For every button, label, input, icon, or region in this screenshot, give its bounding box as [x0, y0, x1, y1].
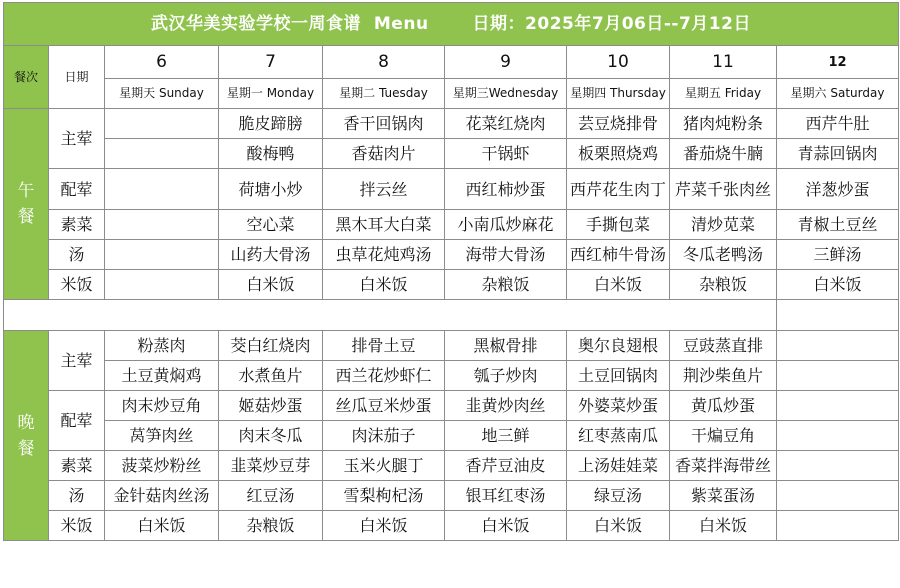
dish-cell: 青椒土豆丝: [777, 210, 899, 240]
title-menu-word: Menu: [373, 14, 429, 34]
dish-cell: 粉蒸肉: [105, 331, 219, 361]
dish-cell: [777, 511, 899, 541]
dish-cell: 猪肉炖粉条: [670, 109, 777, 139]
dish-cell: 西芹牛肚: [777, 109, 899, 139]
day-number: 11: [670, 46, 777, 79]
dish-cell: 洋葱炒蛋: [777, 169, 899, 210]
table-row: [4, 210, 899, 240]
weekday-label: 星期六 Saturday: [777, 79, 899, 109]
dish-cell: 肉沫茄子: [323, 421, 445, 451]
dish-cell: 白米饭: [567, 511, 670, 541]
dish-cell: 香芹豆油皮: [445, 451, 567, 481]
dish-cell: 干锅虾: [445, 139, 567, 169]
dish-cell: 白米饭: [105, 511, 219, 541]
dish-cell: 西芹花生肉丁: [567, 169, 670, 210]
dish-cell: 白米饭: [219, 270, 323, 300]
dish-cell: 黑椒骨排: [445, 331, 567, 361]
day-number: 9: [445, 46, 567, 79]
dish-cell: 西兰花炒虾仁: [323, 361, 445, 391]
category-vegetable: 素菜: [49, 210, 105, 240]
weekday-label: 星期五 Friday: [670, 79, 777, 109]
table-row: [4, 139, 899, 169]
table-row: [4, 109, 899, 139]
day-number: 7: [219, 46, 323, 79]
category-soup: 汤: [49, 481, 105, 511]
dish-cell: 绿豆汤: [567, 481, 670, 511]
dish-cell: 外婆菜炒蛋: [567, 391, 670, 421]
date-column-header: 日期: [49, 46, 105, 109]
section-spacer-row: [4, 300, 899, 331]
dish-cell: [777, 331, 899, 361]
dish-cell: 银耳红枣汤: [445, 481, 567, 511]
dish-cell: 红枣蒸南瓜: [567, 421, 670, 451]
dish-cell: 拌云丝: [323, 169, 445, 210]
dish-cell: 肉末冬瓜: [219, 421, 323, 451]
dish-cell: 韭菜炒豆芽: [219, 451, 323, 481]
dish-cell: 酸梅鸭: [219, 139, 323, 169]
category-rice: 米饭: [49, 511, 105, 541]
weekday-label: 星期四 Thursday: [567, 79, 670, 109]
table-row: [4, 361, 899, 391]
table-row: [4, 169, 899, 210]
dish-cell: 豆豉蒸直排: [670, 331, 777, 361]
dish-cell: 雪梨枸杞汤: [323, 481, 445, 511]
dish-cell: 地三鲜: [445, 421, 567, 451]
dish-cell: 番茄烧牛腩: [670, 139, 777, 169]
day-number: 8: [323, 46, 445, 79]
dish-cell: 肉末炒豆角: [105, 391, 219, 421]
dish-cell: 红豆汤: [219, 481, 323, 511]
table-row: [4, 511, 899, 541]
dish-cell: 西红柿炒蛋: [445, 169, 567, 210]
dish-cell: 白米饭: [567, 270, 670, 300]
dish-cell: 干煸豆角: [670, 421, 777, 451]
dish-cell: 香菇肉片: [323, 139, 445, 169]
dish-cell: 板栗照烧鸡: [567, 139, 670, 169]
table-row: [4, 451, 899, 481]
dish-cell: 排骨土豆: [323, 331, 445, 361]
dish-cell: 丝瓜豆米炒蛋: [323, 391, 445, 421]
table-row: [4, 240, 899, 270]
dish-cell: 香菜拌海带丝: [670, 451, 777, 481]
dish-cell: 西红柿牛骨汤: [567, 240, 670, 270]
dish-cell: 山药大骨汤: [219, 240, 323, 270]
dish-cell: 白米饭: [670, 511, 777, 541]
spacer-cell: [777, 300, 899, 331]
dish-cell: 杂粮饭: [219, 511, 323, 541]
dish-cell: 土豆回锅肉: [567, 361, 670, 391]
dish-cell: 玉米火腿丁: [323, 451, 445, 481]
dinner-meal-label: 晚 餐: [4, 331, 49, 541]
table-row: [4, 481, 899, 511]
dish-cell: 菠菜炒粉丝: [105, 451, 219, 481]
dish-cell: 青蒜回锅肉: [777, 139, 899, 169]
dish-cell: 白米饭: [323, 270, 445, 300]
dish-cell: 脆皮蹄膀: [219, 109, 323, 139]
category-side-dish: 配荤: [49, 169, 105, 210]
dish-cell: 杂粮饭: [445, 270, 567, 300]
dish-cell: 冬瓜老鸭汤: [670, 240, 777, 270]
category-side-dish: 配荤: [49, 391, 105, 451]
dish-cell: 白米饭: [323, 511, 445, 541]
lunch-meal-label: 午 餐: [4, 109, 49, 300]
day-number: 10: [567, 46, 670, 79]
dish-cell: 水煮鱼片: [219, 361, 323, 391]
weekday-label: 星期一 Monday: [219, 79, 323, 109]
dish-cell: [777, 481, 899, 511]
dish-cell: [105, 210, 219, 240]
weekday-label: 星期三Wednesday: [445, 79, 567, 109]
dish-cell: 芸豆烧排骨: [567, 109, 670, 139]
spacer-cell: [4, 300, 777, 331]
dish-cell: 空心菜: [219, 210, 323, 240]
dish-cell: 姬菇炒蛋: [219, 391, 323, 421]
title-school: 武汉华美实验学校一周食谱: [151, 14, 362, 34]
dish-cell: [105, 270, 219, 300]
dish-cell: [777, 451, 899, 481]
dish-cell: 韭黄炒肉丝: [445, 391, 567, 421]
dish-cell: 花菜红烧肉: [445, 109, 567, 139]
dish-cell: 紫菜蛋汤: [670, 481, 777, 511]
category-soup: 汤: [49, 240, 105, 270]
menu-title-bar: [4, 3, 899, 46]
dish-cell: 黄瓜炒蛋: [670, 391, 777, 421]
weekday-label: 星期二 Tuesday: [323, 79, 445, 109]
dish-cell: 香干回锅肉: [323, 109, 445, 139]
dish-cell: 莴笋肉丝: [105, 421, 219, 451]
dish-cell: 荷塘小炒: [219, 169, 323, 210]
dish-cell: [105, 139, 219, 169]
dish-cell: 茭白红烧肉: [219, 331, 323, 361]
dish-cell: 清炒苋菜: [670, 210, 777, 240]
dish-cell: 土豆黄焖鸡: [105, 361, 219, 391]
dish-cell: 瓠子炒肉: [445, 361, 567, 391]
category-rice: 米饭: [49, 270, 105, 300]
dish-cell: [777, 361, 899, 391]
dish-cell: 黑木耳大白菜: [323, 210, 445, 240]
dish-cell: 芹菜千张肉丝: [670, 169, 777, 210]
title-date-range: 日期：2025年7月06日--7月12日: [472, 14, 751, 34]
dish-cell: 手撕包菜: [567, 210, 670, 240]
dish-cell: 杂粮饭: [670, 270, 777, 300]
dish-cell: 三鲜汤: [777, 240, 899, 270]
dish-cell: 白米饭: [445, 511, 567, 541]
dish-cell: 金针菇肉丝汤: [105, 481, 219, 511]
dish-cell: 上汤娃娃菜: [567, 451, 670, 481]
table-row: [4, 270, 899, 300]
dish-cell: [777, 421, 899, 451]
weekly-menu-table: [3, 2, 899, 541]
table-row: [4, 391, 899, 421]
table-row: [4, 331, 899, 361]
category-main-dish: 主荤: [49, 109, 105, 169]
dish-cell: 海带大骨汤: [445, 240, 567, 270]
dish-cell: [777, 391, 899, 421]
dish-cell: 荆沙柴鱼片: [670, 361, 777, 391]
category-vegetable: 素菜: [49, 451, 105, 481]
category-main-dish: 主荤: [49, 331, 105, 391]
meal-column-header: 餐次: [4, 46, 49, 109]
weekday-label: 星期天 Sunday: [105, 79, 219, 109]
dish-cell: 白米饭: [777, 270, 899, 300]
dish-cell: 小南瓜炒麻花: [445, 210, 567, 240]
dish-cell: 虫草花炖鸡汤: [323, 240, 445, 270]
day-number: 6: [105, 46, 219, 79]
dish-cell: [105, 109, 219, 139]
day-number: 12: [777, 46, 899, 79]
table-row: [4, 421, 899, 451]
dish-cell: 奥尔良翅根: [567, 331, 670, 361]
dish-cell: [105, 240, 219, 270]
dish-cell: [105, 169, 219, 210]
